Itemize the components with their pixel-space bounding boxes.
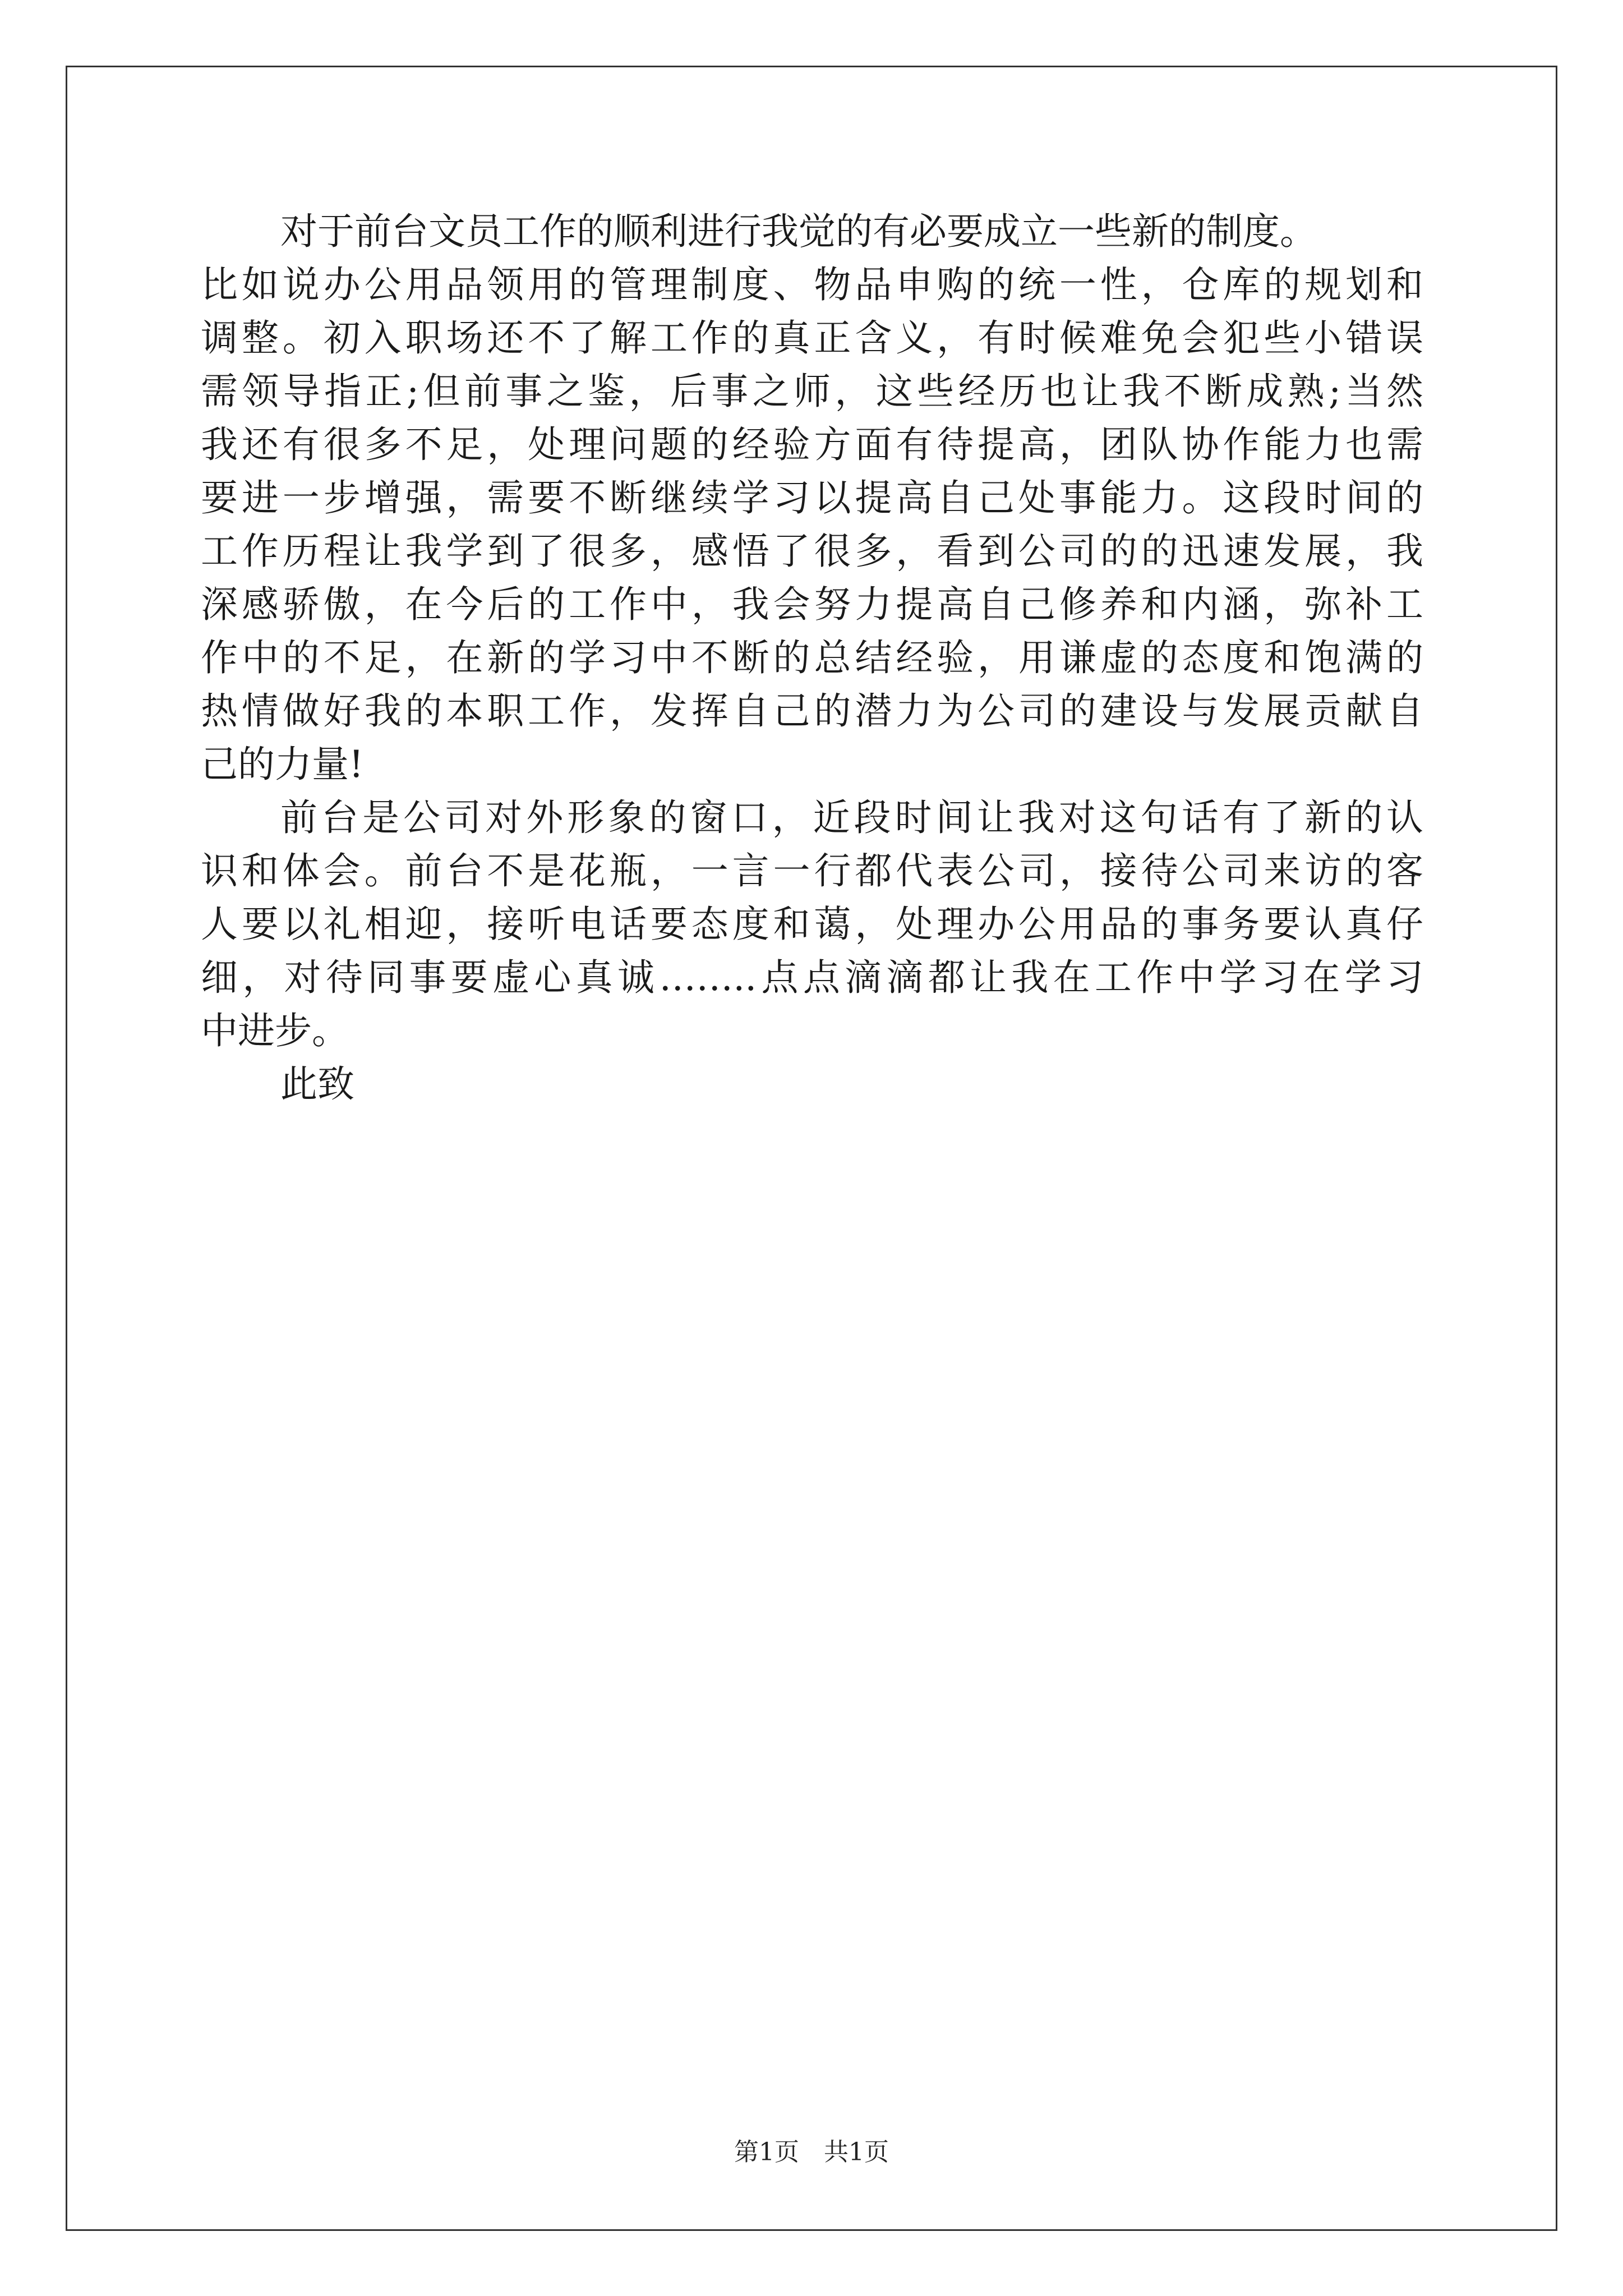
paragraph-1-line-6: 要进一步增强，需要不断继续学习以提高自己处事能力。这段时间的 [201, 476, 1423, 519]
page-number: 第1页 共1页 [734, 2138, 889, 2166]
paragraph-1-line-11: 己的力量! [201, 743, 364, 786]
paragraph-2-line-3: 人要以礼相迎，接听电话要态度和蔼，处理办公用品的事务要认真仔 [201, 903, 1423, 946]
paragraph-1-line-8: 深感骄傲，在今后的工作中，我会努力提高自己修养和内涵，弥补工 [201, 583, 1423, 626]
paragraph-1-line-2: 比如说办公用品领用的管理制度、物品申购的统一性，仓库的规划和 [201, 263, 1423, 306]
document-body [201, 205, 1423, 1111]
paragraph-1-line-9: 作中的不足，在新的学习中不断的总结经验，用谦虚的态度和饱满的 [201, 636, 1423, 679]
paragraph-2-line-2: 识和体会。前台不是花瓶，一言一行都代表公司，接待公司来访的客 [201, 849, 1423, 892]
paragraph-1-line-3: 调整。初入职场还不了解工作的真正含义，有时候难免会犯些小错误 [201, 316, 1423, 360]
paragraph-2-line-1: 前台是公司对外形象的窗口，近段时间让我对这句话有了新的认 [280, 796, 1423, 839]
paragraph-1-line-1: 对于前台文员工作的顺利进行我觉的有必要成立一些新的制度。 [280, 210, 1317, 253]
paragraph-2-line-5: 中进步。 [201, 1009, 349, 1052]
paragraph-1-line-10: 热情做好我的本职工作，发挥自己的潜力为公司的建设与发展贡献自 [201, 689, 1423, 733]
paragraph-1-line-5: 我还有很多不足，处理问题的经验方面有待提高，团队协作能力也需 [201, 423, 1423, 466]
paragraph-2-line-4: 细，对待同事要虚心真诚……..点点滴滴都让我在工作中学习在学习 [201, 956, 1423, 999]
closing-salutation: 此致 [280, 1062, 354, 1106]
paragraph-1-line-7: 工作历程让我学到了很多，感悟了很多，看到公司的的迅速发展，我 [201, 530, 1423, 573]
paragraph-1-line-4: 需领导指正;但前事之鉴，后事之师，这些经历也让我不断成熟;当然 [201, 370, 1423, 413]
